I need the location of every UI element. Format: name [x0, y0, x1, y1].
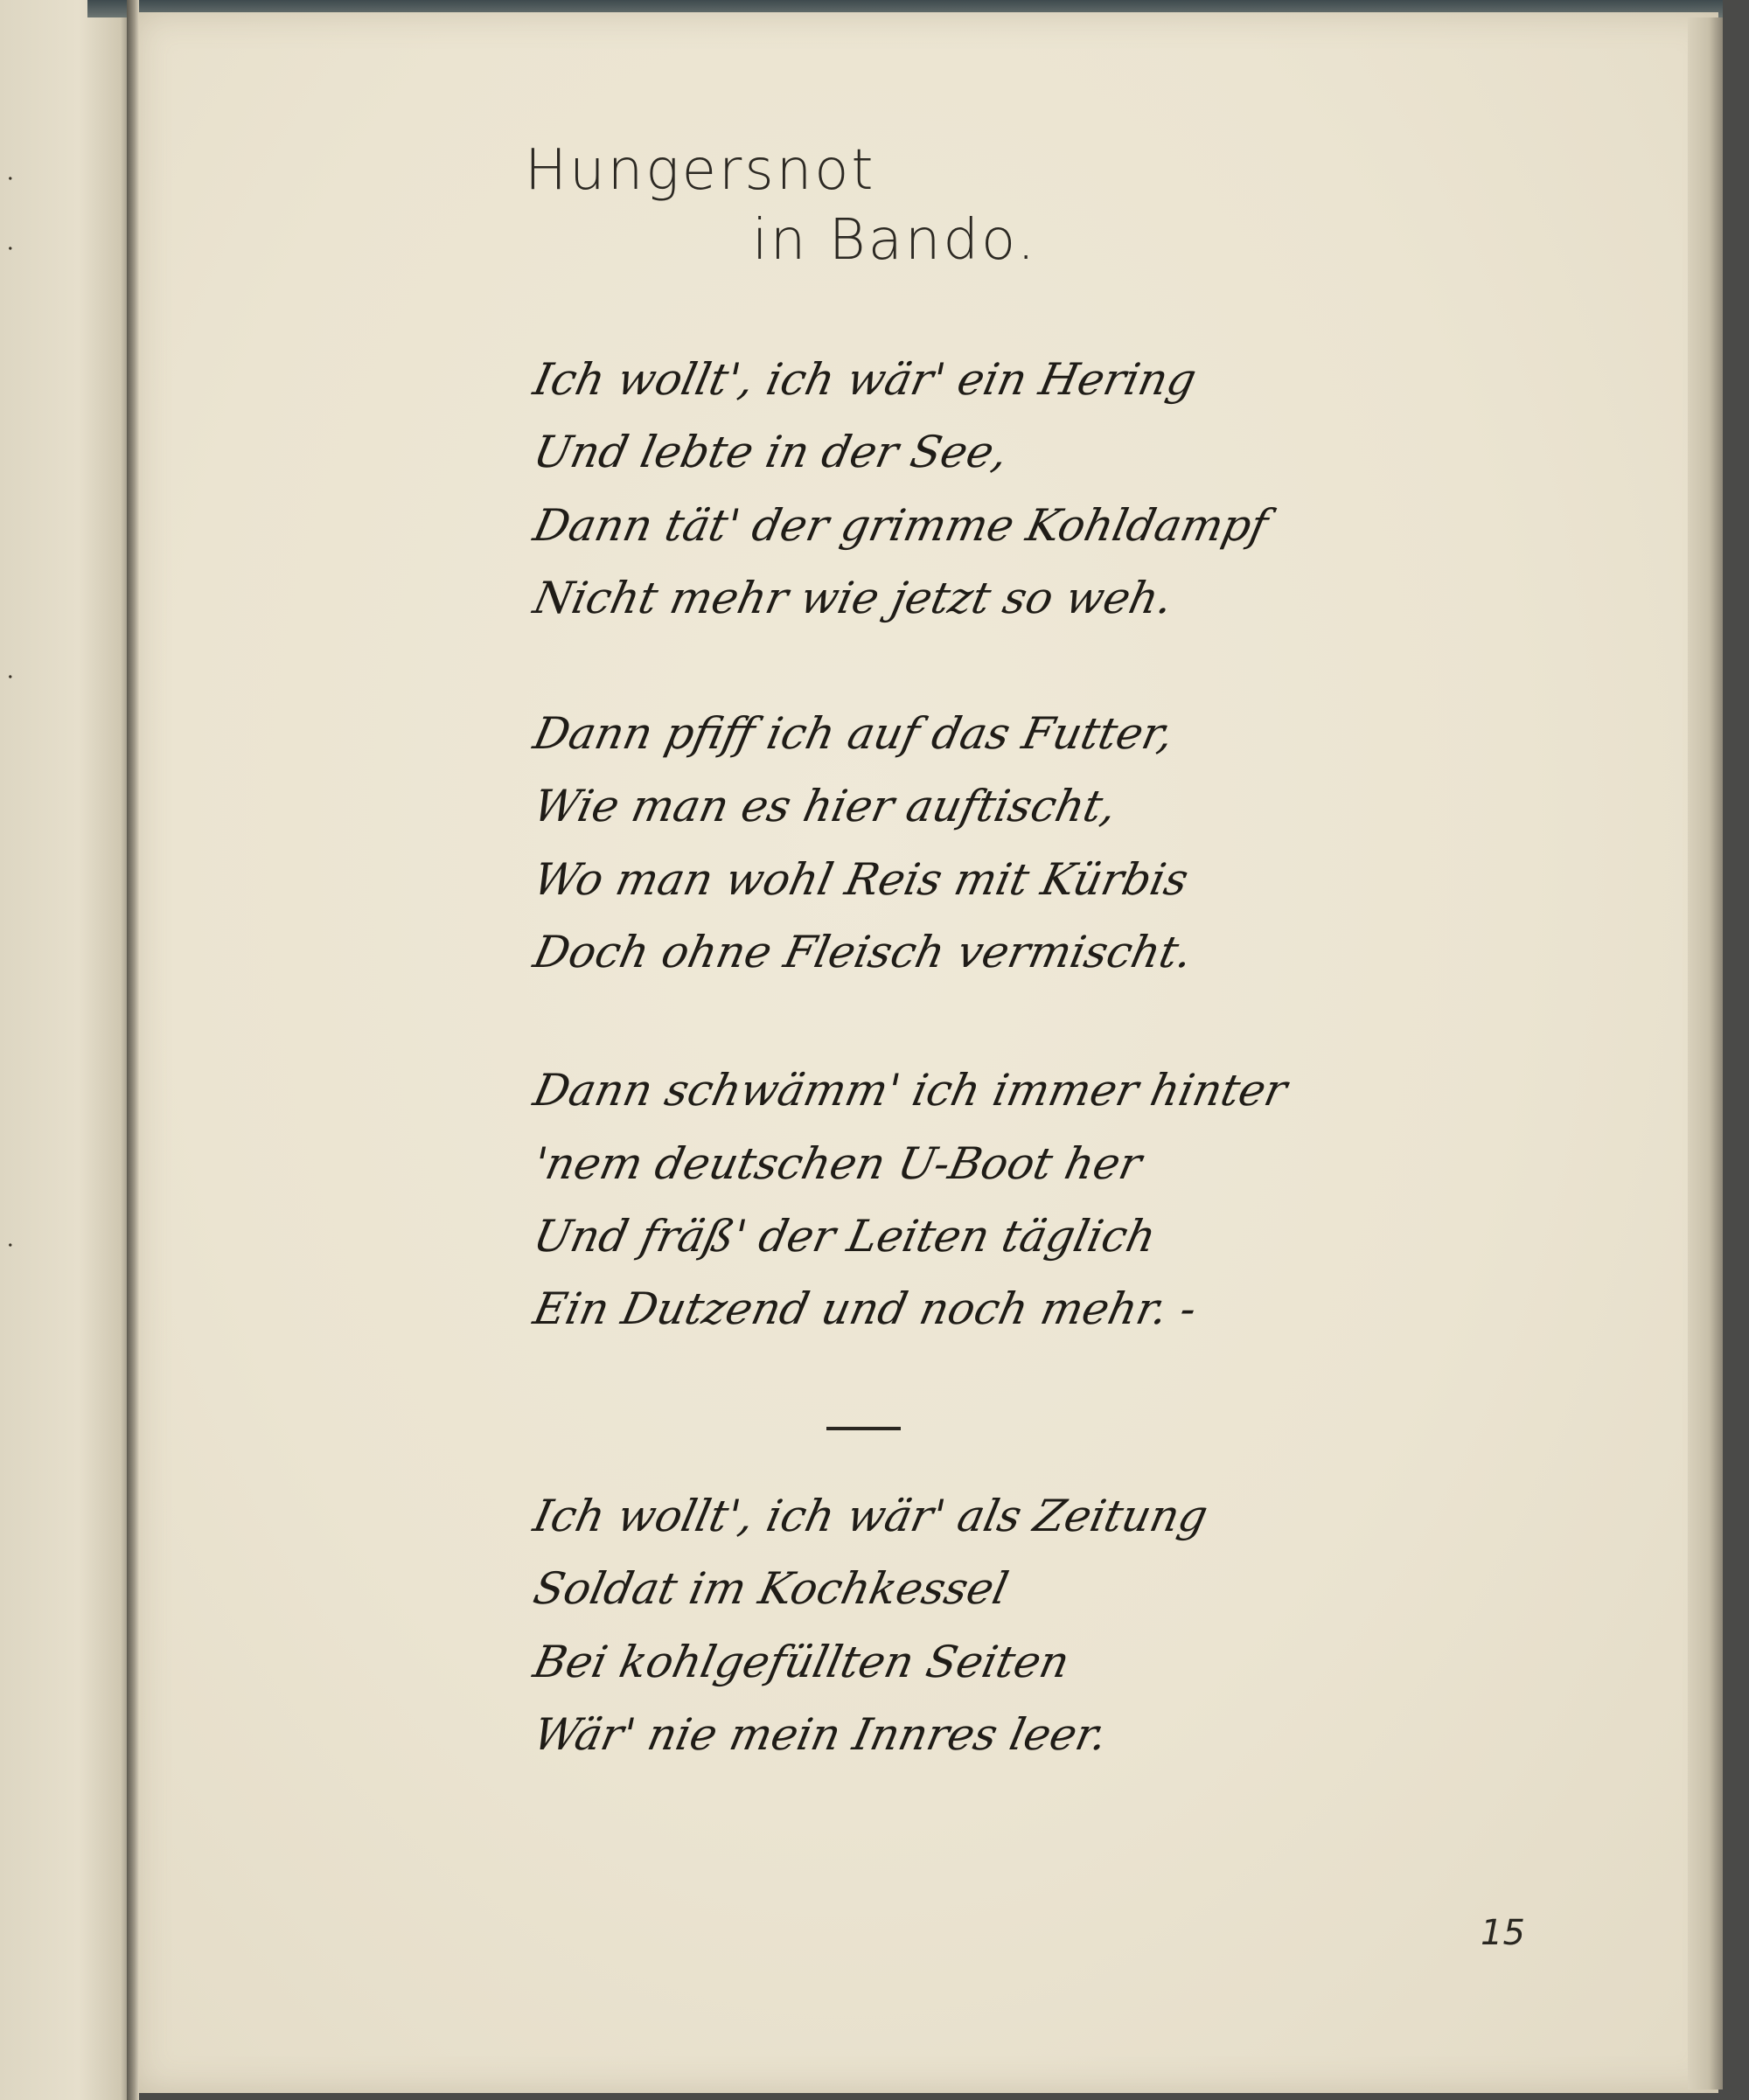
- poem-line: Bei kohlgefüllten Seiten: [529, 1637, 1075, 1687]
- bleed-mark: ·: [3, 165, 19, 193]
- poem-line: Soldat im Kochkessel: [529, 1563, 1014, 1614]
- poem-title-line-1: Hungersnot: [525, 138, 876, 203]
- bleed-mark: ·: [3, 664, 19, 692]
- poem-line: 'nem deutschen U-Boot her: [529, 1138, 1146, 1189]
- poem-line: Dann schwämm' ich immer hinter: [529, 1065, 1292, 1116]
- bleed-mark: ·: [3, 235, 19, 263]
- poem-line: Und fräß' der Leiten täglich: [529, 1211, 1160, 1262]
- poem-line: Dann tät' der grimme Kohldampf: [529, 500, 1272, 551]
- poem-line: Und lebte in der See,: [529, 427, 1013, 477]
- poem-line: Wie man es hier auftischt,: [529, 781, 1121, 831]
- poem-line: Nicht mehr wie jetzt so weh.: [529, 573, 1178, 623]
- poem-line: Dann pfiff ich auf das Futter,: [529, 708, 1179, 759]
- poem-title-line-2: in Bando.: [752, 208, 1038, 273]
- poem-line: Wär' nie mein Innres leer.: [529, 1709, 1112, 1760]
- previous-page-edge: [0, 0, 131, 2100]
- section-divider: [826, 1427, 901, 1430]
- manuscript-page: [136, 12, 1718, 2093]
- poem-line: Ein Dutzend und noch mehr. -: [529, 1283, 1202, 1334]
- poem-line: Ich wollt', ich wär' als Zeitung: [529, 1491, 1213, 1541]
- poem-line: Wo man wohl Reis mit Kürbis: [529, 854, 1193, 905]
- page-stack-edge: [1688, 17, 1723, 2090]
- page-number: 15: [1481, 1913, 1525, 1953]
- bleed-mark: ·: [3, 1232, 19, 1260]
- book-gutter: [127, 0, 139, 2100]
- poem-line: Doch ohne Fleisch vermischt.: [529, 927, 1197, 977]
- poem-line: Ich wollt', ich wär' ein Hering: [529, 354, 1202, 405]
